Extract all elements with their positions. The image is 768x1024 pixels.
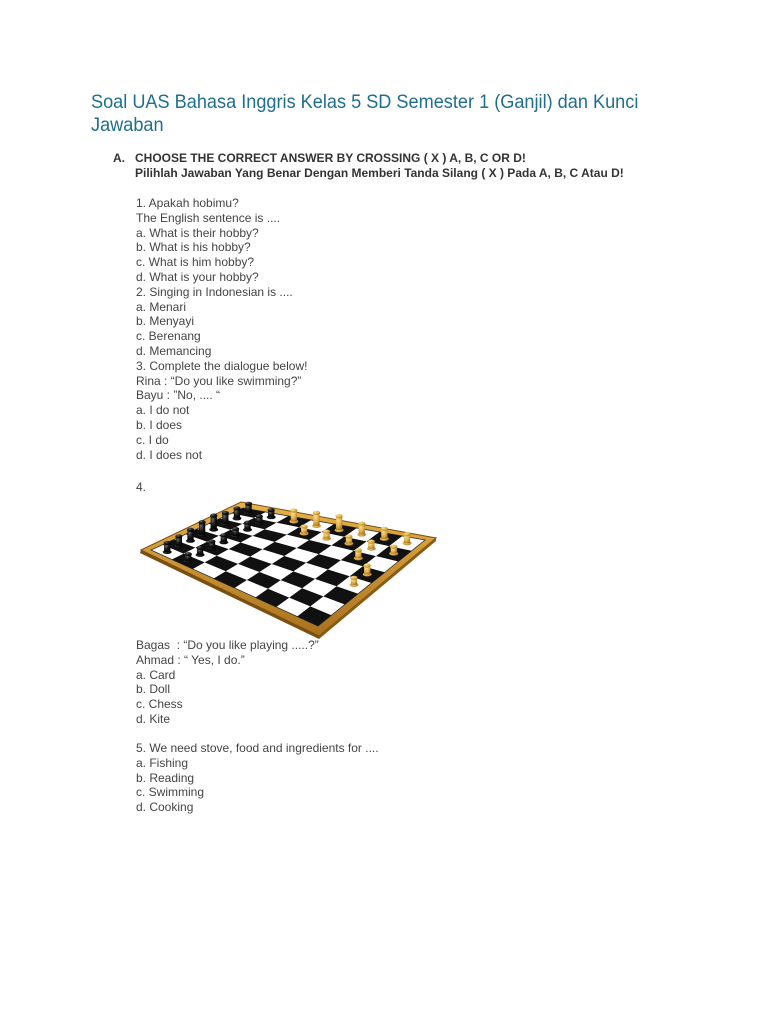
white-piece: [402, 532, 411, 545]
white-piece: [349, 576, 358, 587]
text-line: The English sentence is ....: [136, 210, 281, 225]
black-piece: [198, 520, 207, 537]
questions-1-to-3: [136, 196, 696, 462]
black-piece: [219, 533, 228, 544]
black-piece: [231, 527, 240, 538]
white-piece: [335, 514, 344, 532]
white-piece: [300, 524, 309, 535]
text-line: Bagas : “Do you like playing .....?”: [136, 638, 319, 652]
text-line: 4.: [136, 480, 147, 494]
text-line: b. Doll: [136, 682, 171, 697]
white-piece: [389, 545, 398, 556]
section-marker: A.: [113, 151, 125, 165]
text-line: d. What is your hobby?: [136, 269, 259, 284]
text-line: a. Fishing: [136, 755, 189, 770]
black-piece: [174, 534, 183, 548]
black-piece: [221, 511, 230, 526]
text-line: d. Cooking: [136, 800, 194, 815]
black-piece: [207, 540, 216, 551]
white-piece: [380, 527, 389, 541]
black-piece: [267, 508, 276, 519]
text-line: Bayu : ”No, .... “: [136, 388, 221, 403]
text-line: d. Kite: [136, 711, 171, 726]
white-piece: [289, 508, 298, 523]
text-line: 1. Apakah hobimu?: [136, 196, 239, 210]
text-line: b. Reading: [136, 770, 195, 785]
text-line: 5. We need stove, food and ingredients for ....: [136, 741, 379, 755]
text-line: d. Memancing: [136, 343, 212, 358]
black-piece: [255, 514, 264, 525]
black-piece: [244, 502, 253, 515]
text-line: Ahmad : “ Yes, I do.”: [136, 652, 245, 667]
question-4-dialogue: [136, 638, 696, 727]
white-piece: [312, 511, 321, 528]
text-line: d. I does not: [136, 447, 203, 462]
text-line: 3. Complete the dialogue below!: [136, 358, 308, 373]
text-line: c. What is him hobby?: [136, 255, 255, 270]
text-line: c. Swimming: [136, 785, 205, 800]
instruction-indonesian: Pilihlah Jawaban Yang Benar Dengan Memberi Tanda Silang ( X ) Pada A, B, C Atau D!: [135, 166, 624, 180]
text-line: b. Menyayi: [136, 314, 195, 329]
black-piece: [186, 528, 195, 543]
chessboard-image: [137, 494, 437, 639]
text-line: a. Menari: [136, 299, 187, 314]
text-line: a. I do not: [136, 403, 190, 418]
text-line: Rina : “Do you like swimming?”: [136, 373, 302, 388]
black-piece: [209, 514, 218, 532]
text-line: c. Chess: [136, 697, 183, 712]
black-piece: [232, 506, 241, 520]
text-line: a. Card: [136, 667, 176, 682]
white-piece: [344, 535, 353, 546]
instruction-text: [135, 151, 624, 181]
black-piece: [243, 521, 252, 532]
white-piece: [322, 529, 331, 540]
page-title: Soal UAS Bahasa Inggris Kelas 5 SD Semester 1 (Ganjil) dan Kunci Jawaban: [91, 91, 639, 136]
text-line: b. What is his hobby?: [136, 240, 251, 255]
question-4-number: [136, 480, 696, 495]
white-piece: [363, 563, 372, 576]
white-piece: [367, 540, 376, 551]
text-line: a. What is their hobby?: [136, 225, 259, 240]
question-5: [136, 741, 696, 815]
text-line: b. I does: [136, 417, 183, 432]
black-piece: [163, 541, 172, 554]
white-piece: [354, 548, 363, 560]
text-line: 2. Singing in Indonesian is ....: [136, 284, 293, 299]
black-piece: [184, 552, 193, 563]
text-line: c. I do: [136, 432, 169, 447]
black-piece: [196, 546, 205, 557]
white-piece: [357, 521, 366, 536]
text-line: c. Berenang: [136, 329, 201, 344]
instruction-english: CHOOSE THE CORRECT ANSWER BY CROSSING ( X ) A, B, C OR D!: [135, 151, 526, 165]
